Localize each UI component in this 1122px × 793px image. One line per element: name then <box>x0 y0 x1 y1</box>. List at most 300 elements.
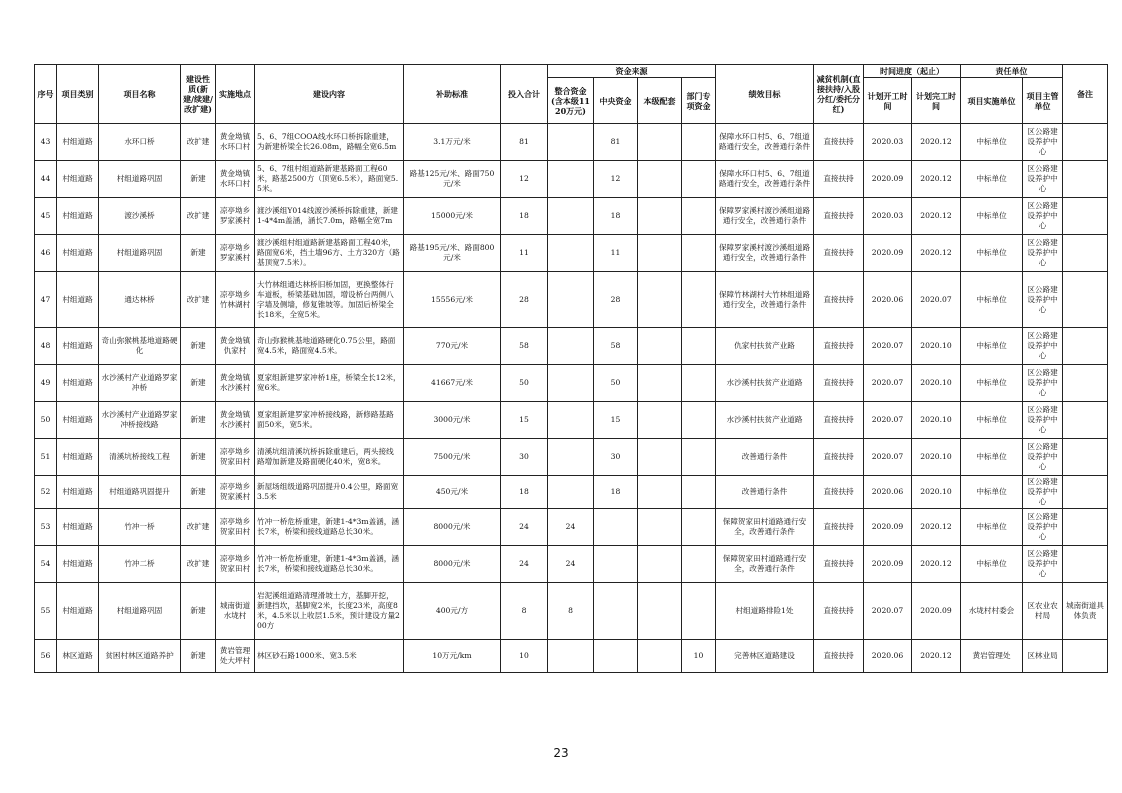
cell-start: 2020.09 <box>864 509 912 546</box>
cell-impl-unit: 中标单位 <box>961 124 1023 161</box>
cell-name: 竹冲二桥 <box>99 546 181 583</box>
cell-supervisor: 区公路建设养护中心 <box>1023 272 1063 328</box>
cell-funding-integrated: 8 <box>548 583 594 640</box>
cell-name: 村组道路巩固 <box>99 161 181 198</box>
cell-impl-unit: 黄岩管理处 <box>961 640 1023 673</box>
cell-category: 林区道路 <box>57 640 99 673</box>
cell-funding-local <box>638 640 682 673</box>
cell-content: 渡沙溪组村组道路新建基路面工程40米，路面宽6米，挡土墙96方、土方320方（路基顶宽7.5米）。 <box>255 235 404 272</box>
table-header <box>35 65 1108 124</box>
cell-category: 村组道路 <box>57 161 99 198</box>
cell-seq: 45 <box>35 198 57 235</box>
cell-location: 凉亭坳乡罗家溪村 <box>216 235 255 272</box>
cell-supervisor: 区公路建设养护中心 <box>1023 509 1063 546</box>
cell-seq: 46 <box>35 235 57 272</box>
cell-content: 竹冲一桥危桥重建，新建1-4*3m盖涵，涵长7米，桥梁和接线道路总长30米。 <box>255 509 404 546</box>
cell-remark <box>1063 439 1108 476</box>
table-row <box>35 272 1108 328</box>
cell-subsidy: 7500元/米 <box>404 439 501 476</box>
cell-performance: 保障水环口村5、6、7组道路通行安全，改善通行条件 <box>716 124 814 161</box>
cell-funding-central <box>594 583 638 640</box>
cell-subsidy: 15000元/米 <box>404 198 501 235</box>
cell-mechanism: 直接扶持 <box>814 272 864 328</box>
table-body <box>35 124 1108 673</box>
cell-remark <box>1063 365 1108 402</box>
header-category: 项目类别 <box>57 65 99 124</box>
cell-mechanism: 直接扶持 <box>814 365 864 402</box>
cell-subsidy: 400元/方 <box>404 583 501 640</box>
cell-content: 新屋场组级道路巩固提升0.4公里，路面宽3.5米 <box>255 476 404 509</box>
cell-mechanism: 直接扶持 <box>814 546 864 583</box>
cell-funding-dept <box>682 328 716 365</box>
cell-funding-central: 30 <box>594 439 638 476</box>
cell-subsidy: 8000元/米 <box>404 546 501 583</box>
cell-funding-dept <box>682 583 716 640</box>
table-row <box>35 640 1108 673</box>
cell-category: 村组道路 <box>57 402 99 439</box>
cell-funding-local <box>638 235 682 272</box>
project-table-sheet <box>34 64 1107 673</box>
cell-start: 2020.07 <box>864 439 912 476</box>
cell-funding-local <box>638 546 682 583</box>
cell-category: 村组道路 <box>57 235 99 272</box>
header-funding-central: 中央资金 <box>594 78 638 124</box>
cell-supervisor: 区公路建设养护中心 <box>1023 235 1063 272</box>
cell-funding-dept <box>682 439 716 476</box>
cell-category: 村组道路 <box>57 546 99 583</box>
cell-funding-central: 58 <box>594 328 638 365</box>
cell-mechanism: 直接扶持 <box>814 509 864 546</box>
cell-remark <box>1063 476 1108 509</box>
cell-funding-integrated <box>548 365 594 402</box>
cell-name: 奇山弥猴桃基地道路硬化 <box>99 328 181 365</box>
cell-nature: 新建 <box>181 402 216 439</box>
cell-impl-unit: 中标单位 <box>961 509 1023 546</box>
cell-performance: 完善林区道路建设 <box>716 640 814 673</box>
table-row <box>35 328 1108 365</box>
cell-location: 凉亭坳乡贺家田村 <box>216 439 255 476</box>
header-supervisor: 项目主管单位 <box>1023 78 1063 124</box>
cell-end: 2020.12 <box>912 198 961 235</box>
cell-mechanism: 直接扶持 <box>814 640 864 673</box>
cell-location: 黄金坳镇水环口村 <box>216 124 255 161</box>
cell-start: 2020.07 <box>864 402 912 439</box>
cell-performance: 水沙溪村扶贫产业道路 <box>716 402 814 439</box>
cell-total: 28 <box>501 272 548 328</box>
cell-funding-central: 12 <box>594 161 638 198</box>
cell-total: 10 <box>501 640 548 673</box>
cell-funding-integrated <box>548 640 594 673</box>
header-end: 计划完工时间 <box>912 78 961 124</box>
cell-content: 清溪坑组清溪坑桥拆除重建后，两头接线路增加新建及路面硬化40米，宽8米。 <box>255 439 404 476</box>
cell-remark <box>1063 328 1108 365</box>
cell-seq: 49 <box>35 365 57 402</box>
cell-seq: 47 <box>35 272 57 328</box>
cell-category: 村组道路 <box>57 272 99 328</box>
cell-end: 2020.10 <box>912 365 961 402</box>
cell-name: 村组道路巩固提升 <box>99 476 181 509</box>
cell-funding-integrated <box>548 272 594 328</box>
cell-impl-unit: 中标单位 <box>961 161 1023 198</box>
cell-performance: 保障贺家田村道路通行安全，改善通行条件 <box>716 546 814 583</box>
cell-location: 凉亭坳乡贺家溪村 <box>216 476 255 509</box>
cell-funding-central <box>594 509 638 546</box>
cell-content: 渡沙溪组Y014线渡沙溪桥拆除重建，新建1-4*4m盖涵，涵长7.0m，路幅全宽7m <box>255 198 404 235</box>
cell-seq: 52 <box>35 476 57 509</box>
cell-funding-local <box>638 476 682 509</box>
cell-total: 81 <box>501 124 548 161</box>
cell-subsidy: 15556元/米 <box>404 272 501 328</box>
cell-funding-central: 50 <box>594 365 638 402</box>
cell-location: 黄岩管理处大坪村 <box>216 640 255 673</box>
cell-funding-local <box>638 439 682 476</box>
cell-seq: 55 <box>35 583 57 640</box>
cell-remark: 城南街道具体负责 <box>1063 583 1108 640</box>
header-funding-group: 资金来源 <box>548 65 716 78</box>
cell-impl-unit: 中标单位 <box>961 198 1023 235</box>
header-name: 项目名称 <box>99 65 181 124</box>
cell-impl-unit: 中标单位 <box>961 546 1023 583</box>
cell-funding-integrated <box>548 161 594 198</box>
cell-remark <box>1063 402 1108 439</box>
cell-remark <box>1063 161 1108 198</box>
cell-mechanism: 直接扶持 <box>814 124 864 161</box>
cell-end: 2020.12 <box>912 509 961 546</box>
cell-mechanism: 直接扶持 <box>814 439 864 476</box>
cell-seq: 44 <box>35 161 57 198</box>
cell-funding-local <box>638 365 682 402</box>
cell-seq: 51 <box>35 439 57 476</box>
cell-name: 水沙溪村产业道路罗家冲桥 <box>99 365 181 402</box>
header-remark: 备注 <box>1063 65 1108 124</box>
cell-funding-central <box>594 546 638 583</box>
table-row <box>35 509 1108 546</box>
cell-nature: 新建 <box>181 235 216 272</box>
cell-funding-dept <box>682 402 716 439</box>
cell-nature: 新建 <box>181 476 216 509</box>
cell-performance: 水沙溪村扶贫产业道路 <box>716 365 814 402</box>
cell-content: 夏家组新建罗家冲桥1座，桥梁全长12米，宽6米。 <box>255 365 404 402</box>
cell-funding-local <box>638 509 682 546</box>
cell-remark <box>1063 640 1108 673</box>
cell-total: 8 <box>501 583 548 640</box>
cell-end: 2020.10 <box>912 402 961 439</box>
cell-funding-dept <box>682 161 716 198</box>
cell-seq: 53 <box>35 509 57 546</box>
cell-total: 58 <box>501 328 548 365</box>
cell-funding-dept <box>682 198 716 235</box>
cell-content: 岩泥溪组道路清理滑坡土方，基脚开挖，新建挡坎，基脚宽2米，长度23米，高度8米，4.5米以上收层1.5米，预计建设方量200方 <box>255 583 404 640</box>
cell-funding-integrated <box>548 198 594 235</box>
cell-location: 黄金坳镇水沙溪村 <box>216 402 255 439</box>
cell-impl-unit: 中标单位 <box>961 272 1023 328</box>
cell-supervisor: 区公路建设养护中心 <box>1023 161 1063 198</box>
header-seq: 序号 <box>35 65 57 124</box>
cell-category: 村组道路 <box>57 476 99 509</box>
cell-impl-unit: 中标单位 <box>961 476 1023 509</box>
cell-supervisor: 区公路建设养护中心 <box>1023 198 1063 235</box>
cell-nature: 改扩建 <box>181 198 216 235</box>
cell-impl-unit: 中标单位 <box>961 365 1023 402</box>
cell-total: 24 <box>501 509 548 546</box>
cell-nature: 改扩建 <box>181 509 216 546</box>
cell-funding-central: 15 <box>594 402 638 439</box>
table-row <box>35 124 1108 161</box>
cell-remark <box>1063 198 1108 235</box>
cell-total: 18 <box>501 198 548 235</box>
cell-end: 2020.10 <box>912 476 961 509</box>
cell-category: 村组道路 <box>57 328 99 365</box>
cell-location: 黄金坳镇水环口村 <box>216 161 255 198</box>
cell-performance: 村组道路排险1处 <box>716 583 814 640</box>
cell-subsidy: 41667元/米 <box>404 365 501 402</box>
cell-start: 2020.09 <box>864 161 912 198</box>
table-row <box>35 439 1108 476</box>
cell-name: 清溪坑桥接线工程 <box>99 439 181 476</box>
header-mechanism: 减贫机制(直接扶持/入股分红/委托分红) <box>814 65 864 124</box>
cell-mechanism: 直接扶持 <box>814 328 864 365</box>
cell-impl-unit: 中标单位 <box>961 439 1023 476</box>
cell-nature: 新建 <box>181 640 216 673</box>
cell-content: 夏家组新建罗家冲桥接线路，新修路基路面50米，宽5米。 <box>255 402 404 439</box>
header-funding-integrated: 整合资金(含本级1120万元) <box>548 78 594 124</box>
cell-content: 5、6、7组COOA线水环口桥拆除重建，为新建桥梁全长26.08m，路幅全宽6.5m <box>255 124 404 161</box>
cell-total: 11 <box>501 235 548 272</box>
cell-supervisor: 区农业农村局 <box>1023 583 1063 640</box>
cell-end: 2020.12 <box>912 235 961 272</box>
table-row <box>35 235 1108 272</box>
cell-supervisor: 区公路建设养护中心 <box>1023 546 1063 583</box>
cell-nature: 新建 <box>181 328 216 365</box>
cell-supervisor: 区公路建设养护中心 <box>1023 365 1063 402</box>
cell-end: 2020.10 <box>912 439 961 476</box>
cell-remark <box>1063 546 1108 583</box>
cell-funding-dept <box>682 124 716 161</box>
cell-performance: 保障水环口村5、6、7组道路通行安全，改善通行条件 <box>716 161 814 198</box>
cell-seq: 43 <box>35 124 57 161</box>
cell-funding-central: 18 <box>594 476 638 509</box>
cell-funding-dept: 10 <box>682 640 716 673</box>
cell-total: 24 <box>501 546 548 583</box>
header-total: 投入合计 <box>501 65 548 124</box>
cell-category: 村组道路 <box>57 198 99 235</box>
cell-mechanism: 直接扶持 <box>814 161 864 198</box>
cell-funding-integrated <box>548 235 594 272</box>
table-row <box>35 198 1108 235</box>
header-content: 建设内容 <box>255 65 404 124</box>
cell-content: 竹冲一桥危桥重建，新建1-4*3m盖涵，涵长7米，桥梁和接线道路总长30米。 <box>255 546 404 583</box>
cell-total: 12 <box>501 161 548 198</box>
cell-supervisor: 区公路建设养护中心 <box>1023 476 1063 509</box>
cell-performance: 改善通行条件 <box>716 476 814 509</box>
cell-subsidy: 3.1万元/米 <box>404 124 501 161</box>
cell-seq: 56 <box>35 640 57 673</box>
cell-funding-dept <box>682 546 716 583</box>
cell-end: 2020.12 <box>912 546 961 583</box>
cell-nature: 改扩建 <box>181 272 216 328</box>
cell-performance: 仇家村扶贫产业路 <box>716 328 814 365</box>
cell-funding-dept <box>682 365 716 402</box>
cell-performance: 保障罗家溪村渡沙溪组道路通行安全，改善通行条件 <box>716 235 814 272</box>
cell-supervisor: 区林业局 <box>1023 640 1063 673</box>
header-funding-dept: 部门专项资金 <box>682 78 716 124</box>
cell-nature: 改扩建 <box>181 546 216 583</box>
cell-supervisor: 区公路建设养护中心 <box>1023 328 1063 365</box>
cell-funding-integrated: 24 <box>548 546 594 583</box>
cell-funding-integrated <box>548 439 594 476</box>
table-row <box>35 583 1108 640</box>
cell-end: 2020.10 <box>912 328 961 365</box>
table-row <box>35 161 1108 198</box>
cell-seq: 48 <box>35 328 57 365</box>
cell-funding-integrated <box>548 476 594 509</box>
cell-name: 水沙溪村产业道路罗家冲桥接线路 <box>99 402 181 439</box>
cell-impl-unit: 水垅村村委会 <box>961 583 1023 640</box>
cell-supervisor: 区公路建设养护中心 <box>1023 439 1063 476</box>
cell-funding-local <box>638 328 682 365</box>
header-nature: 建设性质(新建/续建/改扩建) <box>181 65 216 124</box>
header-start: 计划开工时间 <box>864 78 912 124</box>
cell-funding-local <box>638 272 682 328</box>
header-subsidy: 补助标准 <box>404 65 501 124</box>
cell-impl-unit: 中标单位 <box>961 328 1023 365</box>
cell-funding-integrated <box>548 328 594 365</box>
cell-performance: 保障竹林湖村大竹林组道路通行安全，改善通行条件 <box>716 272 814 328</box>
cell-start: 2020.07 <box>864 365 912 402</box>
cell-funding-central: 18 <box>594 198 638 235</box>
cell-performance: 改善通行条件 <box>716 439 814 476</box>
cell-content: 奇山弥猴桃基地道路硬化0.75公里，路面宽4.5米，路面宽4.5米。 <box>255 328 404 365</box>
cell-name: 水环口桥 <box>99 124 181 161</box>
cell-end: 2020.09 <box>912 583 961 640</box>
cell-end: 2020.12 <box>912 161 961 198</box>
cell-nature: 新建 <box>181 161 216 198</box>
header-performance: 绩效目标 <box>716 65 814 124</box>
cell-performance: 保障贺家田村道路通行安全，改善通行条件 <box>716 509 814 546</box>
cell-total: 18 <box>501 476 548 509</box>
cell-nature: 新建 <box>181 439 216 476</box>
cell-funding-integrated <box>548 124 594 161</box>
cell-location: 凉亭坳乡竹林湖村 <box>216 272 255 328</box>
cell-name: 村组道路巩固 <box>99 583 181 640</box>
cell-supervisor: 区公路建设养护中心 <box>1023 402 1063 439</box>
cell-subsidy: 路基195元/米、路面800元/米 <box>404 235 501 272</box>
cell-funding-integrated: 24 <box>548 509 594 546</box>
cell-nature: 新建 <box>181 365 216 402</box>
table-row <box>35 546 1108 583</box>
cell-end: 2020.12 <box>912 124 961 161</box>
cell-mechanism: 直接扶持 <box>814 402 864 439</box>
cell-funding-dept <box>682 509 716 546</box>
cell-start: 2020.07 <box>864 583 912 640</box>
cell-subsidy: 3000元/米 <box>404 402 501 439</box>
cell-performance: 保障罗家溪村渡沙溪组道路通行安全，改善通行条件 <box>716 198 814 235</box>
cell-funding-central: 11 <box>594 235 638 272</box>
cell-remark <box>1063 235 1108 272</box>
cell-nature: 改扩建 <box>181 124 216 161</box>
cell-content: 大竹林组通达林桥旧桥加固，更换整体行车道板，桥梁基础加固，增设桥台两侧八字墙及侧墙，修复锥坡等。加固后桥梁全长18米，全宽5米。 <box>255 272 404 328</box>
table-row <box>35 365 1108 402</box>
cell-funding-dept <box>682 235 716 272</box>
cell-total: 15 <box>501 402 548 439</box>
cell-start: 2020.06 <box>864 272 912 328</box>
cell-mechanism: 直接扶持 <box>814 198 864 235</box>
cell-subsidy: 10万元/km <box>404 640 501 673</box>
cell-funding-integrated <box>548 402 594 439</box>
cell-mechanism: 直接扶持 <box>814 476 864 509</box>
cell-start: 2020.09 <box>864 235 912 272</box>
table-row <box>35 402 1108 439</box>
cell-mechanism: 直接扶持 <box>814 235 864 272</box>
cell-location: 凉亭坳乡贺家田村 <box>216 509 255 546</box>
cell-location: 城南街道水垅村 <box>216 583 255 640</box>
cell-seq: 50 <box>35 402 57 439</box>
cell-name: 渡沙溪桥 <box>99 198 181 235</box>
cell-funding-central: 28 <box>594 272 638 328</box>
cell-remark <box>1063 509 1108 546</box>
cell-funding-local <box>638 583 682 640</box>
cell-mechanism: 直接扶持 <box>814 583 864 640</box>
cell-remark <box>1063 124 1108 161</box>
cell-category: 村组道路 <box>57 124 99 161</box>
cell-subsidy: 450元/米 <box>404 476 501 509</box>
cell-category: 村组道路 <box>57 365 99 402</box>
cell-funding-dept <box>682 476 716 509</box>
cell-end: 2020.12 <box>912 640 961 673</box>
cell-name: 贫困村林区道路养护 <box>99 640 181 673</box>
cell-category: 村组道路 <box>57 583 99 640</box>
cell-funding-central <box>594 640 638 673</box>
header-location: 实施地点 <box>216 65 255 124</box>
header-schedule-group: 时间进度（起止） <box>864 65 961 78</box>
cell-funding-local <box>638 198 682 235</box>
cell-location: 黄金坳镇水沙溪村 <box>216 365 255 402</box>
cell-name: 村组道路巩固 <box>99 235 181 272</box>
header-impl-unit: 项目实施单位 <box>961 78 1023 124</box>
cell-subsidy: 770元/米 <box>404 328 501 365</box>
cell-supervisor: 区公路建设养护中心 <box>1023 124 1063 161</box>
cell-total: 50 <box>501 365 548 402</box>
cell-remark <box>1063 272 1108 328</box>
cell-nature: 新建 <box>181 583 216 640</box>
cell-category: 村组道路 <box>57 509 99 546</box>
cell-start: 2020.06 <box>864 640 912 673</box>
table-row <box>35 476 1108 509</box>
cell-seq: 54 <box>35 546 57 583</box>
header-funding-local: 本级配套 <box>638 78 682 124</box>
cell-location: 凉亭坳乡罗家溪村 <box>216 198 255 235</box>
cell-start: 2020.03 <box>864 124 912 161</box>
cell-funding-local <box>638 402 682 439</box>
cell-end: 2020.07 <box>912 272 961 328</box>
cell-content: 5、6、7组村组道路新建基路面工程60米，路基2500方（顶宽6.5米），路面宽5.5米。 <box>255 161 404 198</box>
cell-impl-unit: 中标单位 <box>961 235 1023 272</box>
cell-name: 竹冲一桥 <box>99 509 181 546</box>
cell-start: 2020.03 <box>864 198 912 235</box>
cell-category: 村组道路 <box>57 439 99 476</box>
cell-funding-dept <box>682 272 716 328</box>
cell-location: 黄金坳镇仇家村 <box>216 328 255 365</box>
cell-subsidy: 路基125元/米、路面750元/米 <box>404 161 501 198</box>
cell-name: 通达林桥 <box>99 272 181 328</box>
cell-location: 凉亭坳乡贺家田村 <box>216 546 255 583</box>
cell-impl-unit: 中标单位 <box>961 402 1023 439</box>
cell-subsidy: 8000元/米 <box>404 509 501 546</box>
page-number: 23 <box>553 746 569 760</box>
cell-funding-local <box>638 124 682 161</box>
cell-funding-local <box>638 161 682 198</box>
cell-content: 林区砂石路1000米、宽3.5米 <box>255 640 404 673</box>
